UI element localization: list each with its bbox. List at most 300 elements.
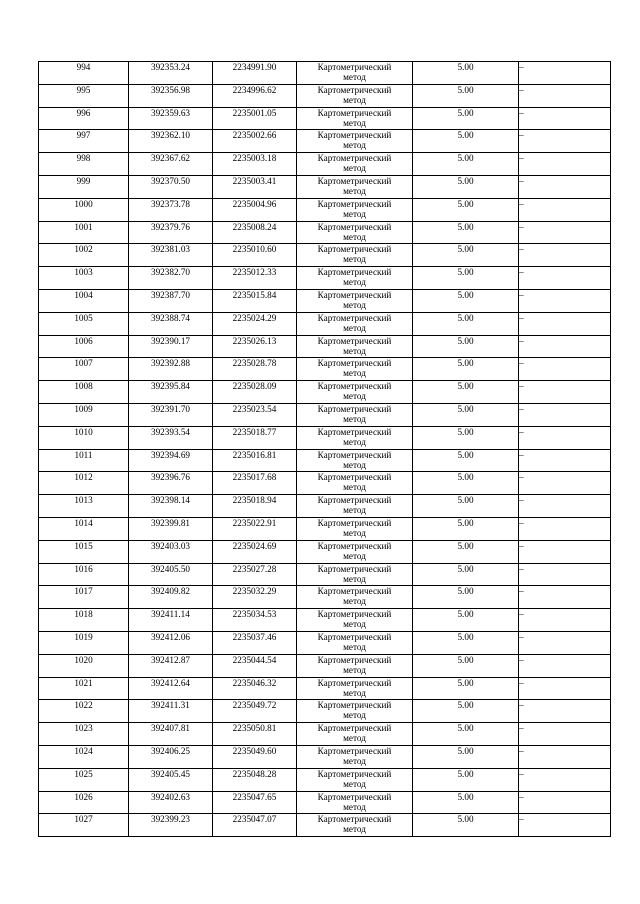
method-line-1: Картометрический bbox=[317, 62, 392, 72]
method-line-1: Картометрический bbox=[317, 221, 392, 232]
x-coordinate-cell: 392411.31 bbox=[129, 700, 213, 723]
accuracy-cell: 5.00 bbox=[413, 312, 519, 335]
method-line-1: Картометрический bbox=[317, 472, 392, 483]
x-coordinate-cell: 392387.70 bbox=[129, 289, 213, 312]
x-coordinate-cell: 392399.81 bbox=[129, 517, 213, 540]
method-cell bbox=[297, 335, 413, 358]
note-cell: – bbox=[519, 768, 611, 791]
point-number-cell: 1007 bbox=[39, 358, 129, 381]
note-cell: – bbox=[519, 426, 611, 449]
accuracy-cell: 5.00 bbox=[413, 198, 519, 221]
method-cell bbox=[297, 267, 413, 290]
point-number-cell: 995 bbox=[39, 84, 129, 107]
table-row bbox=[39, 381, 611, 404]
point-number-cell: 1008 bbox=[39, 381, 129, 404]
note-cell: – bbox=[519, 540, 611, 563]
accuracy-cell: 5.00 bbox=[413, 791, 519, 814]
method-line-1: Картометрический bbox=[317, 517, 392, 528]
table-row bbox=[39, 221, 611, 244]
accuracy-cell: 5.00 bbox=[413, 631, 519, 654]
table-row bbox=[39, 791, 611, 814]
point-number-cell: 1023 bbox=[39, 723, 129, 746]
table-row bbox=[39, 175, 611, 198]
note-cell: – bbox=[519, 563, 611, 586]
table-row bbox=[39, 107, 611, 130]
y-coordinate-cell: 2235023.54 bbox=[213, 403, 297, 426]
note-cell: – bbox=[519, 335, 611, 358]
y-coordinate-cell: 2235016.81 bbox=[213, 449, 297, 472]
accuracy-cell: 5.00 bbox=[413, 62, 519, 85]
point-number-cell: 998 bbox=[39, 153, 129, 176]
y-coordinate-cell: 2235050.81 bbox=[213, 723, 297, 746]
y-coordinate-cell: 2235008.24 bbox=[213, 221, 297, 244]
table-row bbox=[39, 472, 611, 495]
accuracy-cell: 5.00 bbox=[413, 381, 519, 404]
method-cell bbox=[297, 563, 413, 586]
point-number-cell: 1017 bbox=[39, 586, 129, 609]
accuracy-cell: 5.00 bbox=[413, 495, 519, 518]
x-coordinate-cell: 392388.74 bbox=[129, 312, 213, 335]
table-row bbox=[39, 768, 611, 791]
method-cell bbox=[297, 358, 413, 381]
table-row bbox=[39, 517, 611, 540]
method-cell bbox=[297, 495, 413, 518]
accuracy-cell: 5.00 bbox=[413, 426, 519, 449]
note-cell: – bbox=[519, 654, 611, 677]
accuracy-cell: 5.00 bbox=[413, 677, 519, 700]
point-number-cell: 1004 bbox=[39, 289, 129, 312]
method-line-2: метод bbox=[343, 459, 366, 470]
accuracy-cell: 5.00 bbox=[413, 244, 519, 267]
method-line-1: Картометрический bbox=[317, 586, 392, 597]
method-line-2: метод bbox=[343, 299, 366, 310]
point-number-cell: 1001 bbox=[39, 221, 129, 244]
point-number-cell: 1011 bbox=[39, 449, 129, 472]
x-coordinate-cell: 392390.17 bbox=[129, 335, 213, 358]
x-coordinate-cell: 392392.88 bbox=[129, 358, 213, 381]
table-row bbox=[39, 745, 611, 768]
y-coordinate-cell: 2234991.90 bbox=[213, 62, 297, 85]
x-coordinate-cell: 392412.87 bbox=[129, 654, 213, 677]
method-line-1: Картометрический bbox=[317, 267, 392, 278]
x-coordinate-cell: 392394.69 bbox=[129, 449, 213, 472]
note-cell: – bbox=[519, 517, 611, 540]
method-line-1: Картометрический bbox=[317, 677, 392, 688]
y-coordinate-cell: 2235032.29 bbox=[213, 586, 297, 609]
method-cell bbox=[297, 244, 413, 267]
method-cell bbox=[297, 768, 413, 791]
note-cell: – bbox=[519, 175, 611, 198]
point-number-cell: 1013 bbox=[39, 495, 129, 518]
x-coordinate-cell: 392398.14 bbox=[129, 495, 213, 518]
coordinates-table bbox=[38, 61, 611, 837]
point-number-cell: 996 bbox=[39, 107, 129, 130]
note-cell: – bbox=[519, 495, 611, 518]
point-number-cell: 1018 bbox=[39, 609, 129, 632]
note-cell: – bbox=[519, 677, 611, 700]
method-line-2: метод bbox=[343, 345, 366, 356]
x-coordinate-cell: 392403.03 bbox=[129, 540, 213, 563]
point-number-cell: 1009 bbox=[39, 403, 129, 426]
method-cell bbox=[297, 107, 413, 130]
coordinates-table-body bbox=[39, 62, 611, 837]
x-coordinate-cell: 392382.70 bbox=[129, 267, 213, 290]
method-cell bbox=[297, 540, 413, 563]
table-row bbox=[39, 62, 611, 85]
accuracy-cell: 5.00 bbox=[413, 814, 519, 837]
method-line-1: Картометрический bbox=[317, 449, 392, 460]
table-row bbox=[39, 540, 611, 563]
method-line-2: метод bbox=[343, 641, 366, 652]
point-number-cell: 1002 bbox=[39, 244, 129, 267]
y-coordinate-cell: 2235012.33 bbox=[213, 267, 297, 290]
accuracy-cell: 5.00 bbox=[413, 563, 519, 586]
point-number-cell: 1027 bbox=[39, 814, 129, 837]
method-line-2: метод bbox=[343, 573, 366, 584]
x-coordinate-cell: 392367.62 bbox=[129, 153, 213, 176]
x-coordinate-cell: 392379.76 bbox=[129, 221, 213, 244]
y-coordinate-cell: 2235003.41 bbox=[213, 175, 297, 198]
method-line-2: метод bbox=[343, 619, 366, 630]
method-line-2: метод bbox=[343, 550, 366, 561]
method-line-1: Картометрический bbox=[317, 84, 392, 95]
method-line-2: метод bbox=[343, 72, 366, 82]
table-row bbox=[39, 563, 611, 586]
method-line-1: Картометрический bbox=[317, 768, 392, 779]
note-cell: – bbox=[519, 449, 611, 472]
table-row bbox=[39, 586, 611, 609]
x-coordinate-cell: 392407.81 bbox=[129, 723, 213, 746]
method-line-1: Картометрический bbox=[317, 540, 392, 551]
x-coordinate-cell: 392402.63 bbox=[129, 791, 213, 814]
method-line-2: метод bbox=[343, 94, 366, 105]
accuracy-cell: 5.00 bbox=[413, 289, 519, 312]
accuracy-cell: 5.00 bbox=[413, 358, 519, 381]
method-cell bbox=[297, 586, 413, 609]
point-number-cell: 1024 bbox=[39, 745, 129, 768]
accuracy-cell: 5.00 bbox=[413, 107, 519, 130]
method-line-1: Картометрический bbox=[317, 700, 392, 711]
method-line-1: Картометрический bbox=[317, 312, 392, 323]
table-row bbox=[39, 84, 611, 107]
method-line-1: Картометрический bbox=[317, 814, 392, 825]
method-cell bbox=[297, 130, 413, 153]
y-coordinate-cell: 2235024.29 bbox=[213, 312, 297, 335]
accuracy-cell: 5.00 bbox=[413, 609, 519, 632]
accuracy-cell: 5.00 bbox=[413, 84, 519, 107]
table-row bbox=[39, 244, 611, 267]
note-cell: – bbox=[519, 745, 611, 768]
method-line-2: метод bbox=[343, 368, 366, 379]
table-row bbox=[39, 130, 611, 153]
note-cell: – bbox=[519, 700, 611, 723]
method-line-2: метод bbox=[343, 322, 366, 333]
method-line-1: Картометрический bbox=[317, 791, 392, 802]
method-line-2: метод bbox=[343, 482, 366, 493]
point-number-cell: 999 bbox=[39, 175, 129, 198]
method-line-2: метод bbox=[343, 277, 366, 288]
method-line-2: метод bbox=[343, 687, 366, 698]
y-coordinate-cell: 2235049.72 bbox=[213, 700, 297, 723]
table-row bbox=[39, 267, 611, 290]
method-cell bbox=[297, 700, 413, 723]
point-number-cell: 1005 bbox=[39, 312, 129, 335]
x-coordinate-cell: 392409.82 bbox=[129, 586, 213, 609]
x-coordinate-cell: 392362.10 bbox=[129, 130, 213, 153]
method-cell bbox=[297, 677, 413, 700]
method-line-2: метод bbox=[343, 710, 366, 721]
x-coordinate-cell: 392395.84 bbox=[129, 381, 213, 404]
note-cell: – bbox=[519, 586, 611, 609]
y-coordinate-cell: 2235022.91 bbox=[213, 517, 297, 540]
method-cell bbox=[297, 84, 413, 107]
method-line-1: Картометрический bbox=[317, 198, 392, 209]
method-line-2: метод bbox=[343, 413, 366, 424]
method-line-1: Картометрический bbox=[317, 289, 392, 300]
table-row bbox=[39, 426, 611, 449]
table-row bbox=[39, 403, 611, 426]
method-line-2: метод bbox=[343, 254, 366, 265]
method-cell bbox=[297, 153, 413, 176]
method-cell bbox=[297, 631, 413, 654]
y-coordinate-cell: 2235010.60 bbox=[213, 244, 297, 267]
method-line-1: Картометрический bbox=[317, 631, 392, 642]
table-row bbox=[39, 335, 611, 358]
y-coordinate-cell: 2235002.66 bbox=[213, 130, 297, 153]
method-cell bbox=[297, 198, 413, 221]
accuracy-cell: 5.00 bbox=[413, 586, 519, 609]
method-line-2: метод bbox=[343, 117, 366, 128]
note-cell: – bbox=[519, 358, 611, 381]
method-cell bbox=[297, 62, 413, 85]
method-line-1: Картометрический bbox=[317, 244, 392, 255]
table-row bbox=[39, 312, 611, 335]
y-coordinate-cell: 2235044.54 bbox=[213, 654, 297, 677]
method-line-2: метод bbox=[343, 801, 366, 812]
point-number-cell: 1025 bbox=[39, 768, 129, 791]
method-line-1: Картометрический bbox=[317, 335, 392, 346]
note-cell: – bbox=[519, 62, 611, 85]
accuracy-cell: 5.00 bbox=[413, 768, 519, 791]
method-line-1: Картометрический bbox=[317, 130, 392, 141]
note-cell: – bbox=[519, 221, 611, 244]
y-coordinate-cell: 2235034.53 bbox=[213, 609, 297, 632]
accuracy-cell: 5.00 bbox=[413, 540, 519, 563]
point-number-cell: 1016 bbox=[39, 563, 129, 586]
method-line-1: Картометрический bbox=[317, 175, 392, 186]
y-coordinate-cell: 2235037.46 bbox=[213, 631, 297, 654]
method-cell bbox=[297, 654, 413, 677]
point-number-cell: 1003 bbox=[39, 267, 129, 290]
note-cell: – bbox=[519, 198, 611, 221]
note-cell: – bbox=[519, 267, 611, 290]
accuracy-cell: 5.00 bbox=[413, 221, 519, 244]
method-cell bbox=[297, 791, 413, 814]
table-row bbox=[39, 289, 611, 312]
table-row bbox=[39, 198, 611, 221]
y-coordinate-cell: 2235049.60 bbox=[213, 745, 297, 768]
method-line-2: метод bbox=[343, 505, 366, 516]
table-row bbox=[39, 449, 611, 472]
y-coordinate-cell: 2235018.94 bbox=[213, 495, 297, 518]
point-number-cell: 1006 bbox=[39, 335, 129, 358]
method-cell bbox=[297, 312, 413, 335]
y-coordinate-cell: 2235046.32 bbox=[213, 677, 297, 700]
y-coordinate-cell: 2235028.78 bbox=[213, 358, 297, 381]
method-line-2: метод bbox=[343, 231, 366, 242]
accuracy-cell: 5.00 bbox=[413, 654, 519, 677]
note-cell: – bbox=[519, 107, 611, 130]
method-line-2: метод bbox=[343, 140, 366, 151]
note-cell: – bbox=[519, 814, 611, 837]
method-line-1: Картометрический bbox=[317, 426, 392, 437]
method-line-2: метод bbox=[343, 185, 366, 196]
method-line-2: метод bbox=[343, 778, 366, 789]
method-cell bbox=[297, 609, 413, 632]
note-cell: – bbox=[519, 244, 611, 267]
y-coordinate-cell: 2235047.07 bbox=[213, 814, 297, 837]
method-line-1: Картометрический bbox=[317, 654, 392, 665]
method-line-2: метод bbox=[343, 391, 366, 402]
method-line-1: Картометрический bbox=[317, 723, 392, 734]
accuracy-cell: 5.00 bbox=[413, 517, 519, 540]
table-row bbox=[39, 631, 611, 654]
point-number-cell: 1015 bbox=[39, 540, 129, 563]
x-coordinate-cell: 392359.63 bbox=[129, 107, 213, 130]
method-line-2: метод bbox=[343, 733, 366, 744]
table-row bbox=[39, 153, 611, 176]
method-line-1: Картометрический bbox=[317, 381, 392, 392]
x-coordinate-cell: 392396.76 bbox=[129, 472, 213, 495]
table-row bbox=[39, 358, 611, 381]
method-cell bbox=[297, 745, 413, 768]
note-cell: – bbox=[519, 312, 611, 335]
note-cell: – bbox=[519, 130, 611, 153]
note-cell: – bbox=[519, 381, 611, 404]
method-line-2: метод bbox=[343, 755, 366, 766]
x-coordinate-cell: 392399.23 bbox=[129, 814, 213, 837]
table-row bbox=[39, 609, 611, 632]
x-coordinate-cell: 392356.98 bbox=[129, 84, 213, 107]
method-line-1: Картометрический bbox=[317, 495, 392, 506]
method-cell bbox=[297, 814, 413, 837]
accuracy-cell: 5.00 bbox=[413, 153, 519, 176]
x-coordinate-cell: 392373.78 bbox=[129, 198, 213, 221]
point-number-cell: 1020 bbox=[39, 654, 129, 677]
x-coordinate-cell: 392393.54 bbox=[129, 426, 213, 449]
accuracy-cell: 5.00 bbox=[413, 723, 519, 746]
method-line-2: метод bbox=[343, 208, 366, 219]
note-cell: – bbox=[519, 472, 611, 495]
note-cell: – bbox=[519, 403, 611, 426]
point-number-cell: 1021 bbox=[39, 677, 129, 700]
table-row bbox=[39, 495, 611, 518]
x-coordinate-cell: 392412.06 bbox=[129, 631, 213, 654]
accuracy-cell: 5.00 bbox=[413, 130, 519, 153]
y-coordinate-cell: 2235024.69 bbox=[213, 540, 297, 563]
x-coordinate-cell: 392353.24 bbox=[129, 62, 213, 85]
table-row bbox=[39, 677, 611, 700]
y-coordinate-cell: 2235003.18 bbox=[213, 153, 297, 176]
method-cell bbox=[297, 449, 413, 472]
point-number-cell: 1014 bbox=[39, 517, 129, 540]
note-cell: – bbox=[519, 84, 611, 107]
point-number-cell: 997 bbox=[39, 130, 129, 153]
method-line-1: Картометрический bbox=[317, 609, 392, 620]
method-cell bbox=[297, 472, 413, 495]
note-cell: – bbox=[519, 153, 611, 176]
method-cell bbox=[297, 517, 413, 540]
y-coordinate-cell: 2235028.09 bbox=[213, 381, 297, 404]
y-coordinate-cell: 2235018.77 bbox=[213, 426, 297, 449]
method-line-1: Картометрический bbox=[317, 153, 392, 164]
x-coordinate-cell: 392391.70 bbox=[129, 403, 213, 426]
method-line-1: Картометрический bbox=[317, 107, 392, 118]
method-cell bbox=[297, 426, 413, 449]
y-coordinate-cell: 2235017.68 bbox=[213, 472, 297, 495]
table-row bbox=[39, 654, 611, 677]
x-coordinate-cell: 392411.14 bbox=[129, 609, 213, 632]
accuracy-cell: 5.00 bbox=[413, 403, 519, 426]
note-cell: – bbox=[519, 631, 611, 654]
y-coordinate-cell: 2235015.84 bbox=[213, 289, 297, 312]
x-coordinate-cell: 392406.25 bbox=[129, 745, 213, 768]
accuracy-cell: 5.00 bbox=[413, 472, 519, 495]
point-number-cell: 1022 bbox=[39, 700, 129, 723]
point-number-cell: 1010 bbox=[39, 426, 129, 449]
accuracy-cell: 5.00 bbox=[413, 449, 519, 472]
method-line-2: метод bbox=[343, 436, 366, 447]
note-cell: – bbox=[519, 791, 611, 814]
y-coordinate-cell: 2234996.62 bbox=[213, 84, 297, 107]
x-coordinate-cell: 392412.64 bbox=[129, 677, 213, 700]
table-row bbox=[39, 700, 611, 723]
y-coordinate-cell: 2235004.96 bbox=[213, 198, 297, 221]
point-number-cell: 1012 bbox=[39, 472, 129, 495]
note-cell: – bbox=[519, 723, 611, 746]
y-coordinate-cell: 2235026.13 bbox=[213, 335, 297, 358]
x-coordinate-cell: 392370.50 bbox=[129, 175, 213, 198]
note-cell: – bbox=[519, 609, 611, 632]
method-line-1: Картометрический bbox=[317, 745, 392, 756]
method-cell bbox=[297, 403, 413, 426]
method-line-2: метод bbox=[343, 527, 366, 538]
method-line-2: метод bbox=[343, 163, 366, 174]
accuracy-cell: 5.00 bbox=[413, 175, 519, 198]
method-cell bbox=[297, 381, 413, 404]
table-row bbox=[39, 723, 611, 746]
y-coordinate-cell: 2235048.28 bbox=[213, 768, 297, 791]
method-line-2: метод bbox=[343, 664, 366, 675]
y-coordinate-cell: 2235027.28 bbox=[213, 563, 297, 586]
point-number-cell: 994 bbox=[39, 62, 129, 85]
x-coordinate-cell: 392405.50 bbox=[129, 563, 213, 586]
method-cell bbox=[297, 289, 413, 312]
y-coordinate-cell: 2235001.05 bbox=[213, 107, 297, 130]
accuracy-cell: 5.00 bbox=[413, 745, 519, 768]
point-number-cell: 1019 bbox=[39, 631, 129, 654]
table-row bbox=[39, 814, 611, 837]
point-number-cell: 1000 bbox=[39, 198, 129, 221]
method-cell bbox=[297, 221, 413, 244]
method-line-2: метод bbox=[343, 596, 366, 607]
method-cell bbox=[297, 175, 413, 198]
method-line-1: Картометрический bbox=[317, 403, 392, 414]
x-coordinate-cell: 392405.45 bbox=[129, 768, 213, 791]
method-line-1: Картометрический bbox=[317, 563, 392, 574]
accuracy-cell: 5.00 bbox=[413, 267, 519, 290]
method-cell bbox=[297, 723, 413, 746]
